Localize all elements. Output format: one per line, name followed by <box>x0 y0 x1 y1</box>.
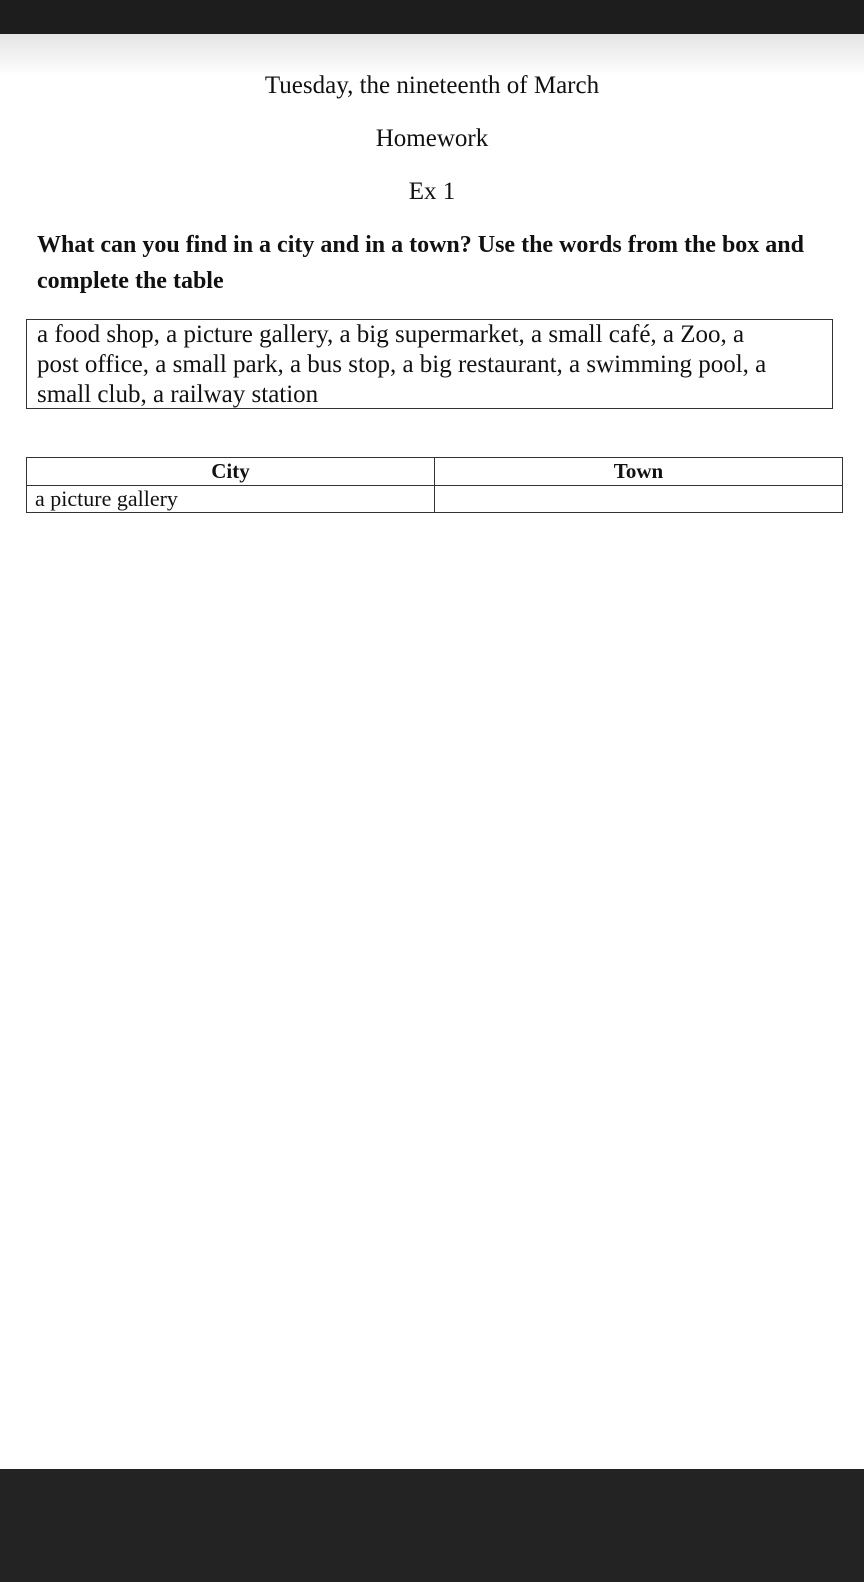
exercise-number: Ex 1 <box>408 178 456 205</box>
answer-table <box>26 457 843 513</box>
date-line: Tuesday, the nineteenth of March <box>264 72 600 99</box>
top-status-bar <box>0 0 864 34</box>
city-cell: a picture gallery <box>27 486 435 513</box>
column-header-town: Town <box>435 458 843 486</box>
word-box-line: small club, a railway station <box>37 381 319 408</box>
table-row <box>27 486 843 513</box>
homework-heading: Homework <box>375 125 489 152</box>
word-box <box>26 319 833 409</box>
word-box-line: a food shop, a picture gallery, a big supermarket, a small café, a Zoo, a <box>37 321 745 348</box>
word-box-line: post office, a small park, a bus stop, a big restaurant, a swimming pool, a <box>37 351 767 378</box>
table-header-row <box>27 458 843 486</box>
bottom-bar <box>0 1469 864 1582</box>
page-top-shadow <box>0 34 864 76</box>
column-header-city: City <box>27 458 435 486</box>
document-page <box>0 34 864 1469</box>
task-instruction: What can you find in a city and in a town? Use the words from the box and complete the table <box>37 232 804 294</box>
town-cell <box>435 486 843 513</box>
